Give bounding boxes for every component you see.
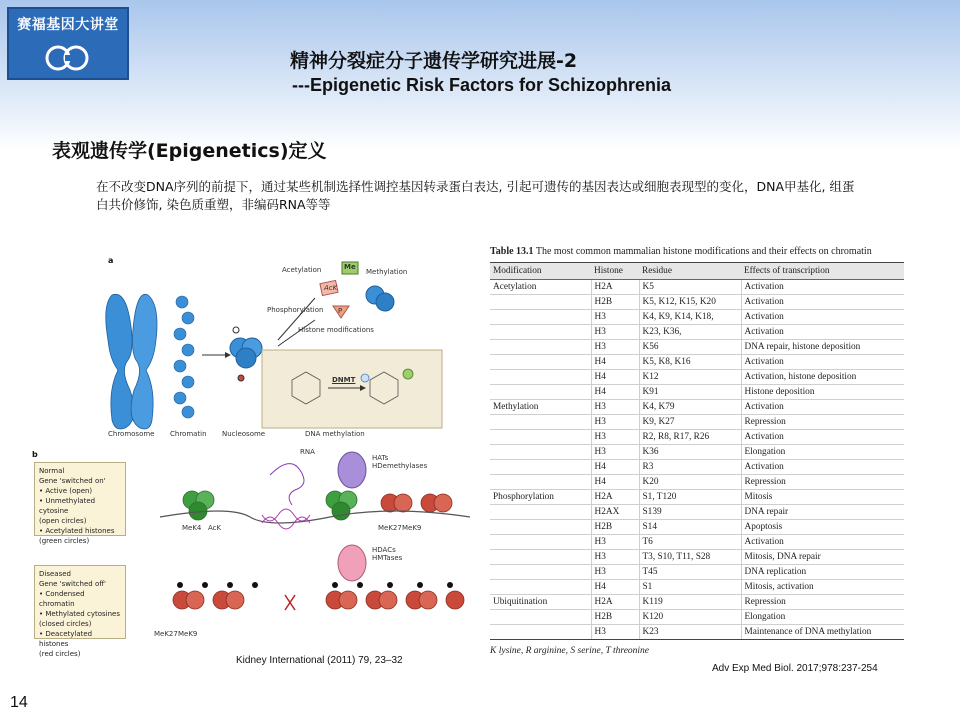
label-chromatin: Chromatin — [170, 430, 207, 438]
table-row — [490, 415, 904, 430]
table — [490, 262, 904, 640]
table-cell: Activation — [741, 280, 904, 295]
table-cell: K4, K9, K14, K18, — [639, 310, 741, 325]
table-row — [490, 310, 904, 325]
table-cell: Methylation — [490, 400, 591, 415]
table-cell — [490, 310, 591, 325]
table-cell: H4 — [591, 355, 639, 370]
table-cell: T3, S10, T11, S28 — [639, 550, 741, 565]
col-header: Modification — [490, 263, 591, 280]
table-cell: H2B — [591, 295, 639, 310]
table-cell — [490, 415, 591, 430]
table-cell: K119 — [639, 595, 741, 610]
table-cell: Apoptosis — [741, 520, 904, 535]
table-cell: K20 — [639, 475, 741, 490]
table-cell — [490, 580, 591, 595]
table-cell: H4 — [591, 460, 639, 475]
table-cell: K91 — [639, 385, 741, 400]
table-cell: Activation — [741, 430, 904, 445]
table-row — [490, 280, 904, 295]
normal-legend-line: • Unmethylated cytosine — [39, 497, 96, 515]
table-cell: S14 — [639, 520, 741, 535]
page-number: 14 — [10, 694, 28, 711]
table-cell: Activation — [741, 295, 904, 310]
table-cell: Acetylation — [490, 280, 591, 295]
table-cell — [490, 550, 591, 565]
table-cell: H3 — [591, 445, 639, 460]
table-cell: Elongation — [741, 445, 904, 460]
section-title: 表观遗传学(Epigenetics)定义 — [52, 140, 327, 162]
table-cell: Mitosis — [741, 490, 904, 505]
block-mark-icon — [285, 595, 295, 610]
table-cell: K12 — [639, 370, 741, 385]
histone-modification-table — [490, 246, 904, 656]
table-cell: H2AX — [591, 505, 639, 520]
table-cell: Phosphorylation — [490, 490, 591, 505]
table-caption-text: The most common mammalian histone modifications and their effects on chromatin — [535, 246, 872, 257]
cg-logo-mark — [43, 43, 95, 73]
hat-enzyme-shape — [338, 452, 366, 488]
table-cell: K23, K36, — [639, 325, 741, 340]
label-methylation: Methylation — [366, 268, 408, 276]
label-me: Me — [344, 263, 356, 271]
normal-histones — [183, 491, 357, 520]
label-histone-modifications: Histone modifications — [298, 326, 374, 334]
nucleosome-shape — [230, 327, 262, 381]
panel-b-label: b — [32, 450, 38, 459]
logo — [7, 7, 129, 80]
table-cell: K4, K79 — [639, 400, 741, 415]
table-cell: Mitosis, activation — [741, 580, 904, 595]
table-cell: Activation — [741, 355, 904, 370]
table-cell: K36 — [639, 445, 741, 460]
table-row — [490, 445, 904, 460]
diseased-legend-line: (red circles) — [39, 650, 81, 658]
table-footnote: K lysine, R arginine, S serine, T threonine — [490, 646, 650, 656]
table-cell: T6 — [639, 535, 741, 550]
table-row — [490, 340, 904, 355]
table-row — [490, 295, 904, 310]
table-cell: Activation, histone deposition — [741, 370, 904, 385]
definition-text: 在不改变DNA序列的前提下，通过某些机制选择性调控基因转录蛋白表达, 引起可遗传的基因表达或细胞表现型的变化，DNA甲基化, 组蛋白共价修饰, 染色质重塑，非编码RNA等等 — [96, 179, 855, 212]
rna-strand — [270, 464, 304, 505]
normal-legend-line: • Acetylated histones — [39, 527, 115, 535]
label-ack-b: AcK — [208, 524, 222, 532]
table-cell — [490, 610, 591, 625]
slide-title: 精神分裂症分子遗传学研究进展-2 — [290, 50, 578, 72]
label-mek9: MeK9 — [402, 524, 422, 532]
normal-legend-line: Gene 'switched on' — [39, 477, 106, 485]
table-cell: H3 — [591, 325, 639, 340]
table-cell — [490, 295, 591, 310]
table-cell — [490, 370, 591, 385]
table-label: Table 13.1 — [490, 246, 534, 257]
table-cell — [490, 385, 591, 400]
label-dnmt: DNMT — [332, 376, 356, 384]
table-cell: Activation — [741, 325, 904, 340]
table-cell: S1, T120 — [639, 490, 741, 505]
label-phosphorylation: Phosphorylation — [267, 306, 324, 314]
hdac-enzyme-shape — [338, 545, 366, 581]
normal-legend-line: Normal — [39, 467, 65, 475]
table-cell: H3 — [591, 400, 639, 415]
table-cell: Histone deposition — [741, 385, 904, 400]
diseased-legend-line: (closed circles) — [39, 620, 92, 628]
table-cell: H4 — [591, 580, 639, 595]
table-cell: R2, R8, R17, R26 — [639, 430, 741, 445]
table-cell: Activation — [741, 535, 904, 550]
table-cell: H2A — [591, 280, 639, 295]
table-cell: Repression — [741, 415, 904, 430]
normal-repressed-histones — [381, 494, 452, 512]
normal-legend-line: (open circles) — [39, 517, 87, 525]
table-cell: Maintenance of DNA methylation — [741, 625, 904, 640]
diseased-legend-line: • Deacetylated histones — [39, 630, 93, 648]
table-cell: H2B — [591, 520, 639, 535]
table-cell — [490, 520, 591, 535]
table-cell: H3 — [591, 415, 639, 430]
table-cell — [490, 535, 591, 550]
table-citation: Adv Exp Med Biol. 2017;978:237-254 — [712, 663, 878, 674]
table-cell — [490, 430, 591, 445]
table-cell: Activation — [741, 400, 904, 415]
diseased-histones — [173, 591, 464, 609]
label-p: P — [338, 307, 343, 315]
label-rna: RNA — [300, 448, 315, 456]
col-header: Residue — [639, 263, 741, 280]
diseased-legend-line: Diseased — [39, 570, 71, 578]
panel-a-illustration — [30, 250, 475, 445]
table-cell — [490, 325, 591, 340]
table-cell: H3 — [591, 625, 639, 640]
table-cell: H3 — [591, 340, 639, 355]
diseased-legend-line: • Condensed chromatin — [39, 590, 85, 608]
table-cell: DNA repair — [741, 505, 904, 520]
table-row — [490, 505, 904, 520]
table-cell — [490, 355, 591, 370]
diseased-legend-line: • Methylated cytosines — [39, 610, 120, 618]
panel-b-illustration — [30, 445, 475, 640]
label-mek27-d: MeK27 — [154, 630, 178, 638]
table-header-row — [490, 263, 904, 280]
label-hdemethylases: HDemethylases — [372, 462, 428, 470]
table-cell: H3 — [591, 430, 639, 445]
normal-legend-line: (green circles) — [39, 537, 90, 545]
table-cell: H3 — [591, 565, 639, 580]
label-dna-methylation: DNA methylation — [305, 430, 365, 438]
table-row — [490, 625, 904, 640]
table-cell — [490, 505, 591, 520]
table-cell — [490, 340, 591, 355]
slide-subtitle: ---Epigenetic Risk Factors for Schizophrenia — [292, 75, 672, 95]
table-row — [490, 550, 904, 565]
label-chromosome: Chromosome — [108, 430, 155, 438]
table-caption — [490, 246, 904, 257]
table-cell: Elongation — [741, 610, 904, 625]
table-row — [490, 565, 904, 580]
label-ack: AcK — [324, 284, 338, 292]
table-cell: H4 — [591, 370, 639, 385]
normal-legend-line: • Active (open) — [39, 487, 93, 495]
table-row — [490, 595, 904, 610]
table-cell: K5 — [639, 280, 741, 295]
table-cell: H3 — [591, 310, 639, 325]
figure-citation: Kidney International (2011) 79, 23–32 — [236, 655, 403, 666]
epigenetics-figure — [30, 250, 475, 658]
table-cell: Repression — [741, 475, 904, 490]
table-row — [490, 430, 904, 445]
table-cell: Repression — [741, 595, 904, 610]
col-header: Histone — [591, 263, 639, 280]
table-cell: Activation — [741, 310, 904, 325]
diseased-legend-line: Gene 'switched off' — [39, 580, 106, 588]
table-cell: H3 — [591, 550, 639, 565]
label-mek4: MeK4 — [182, 524, 202, 532]
logo-text: 赛福基因大讲堂 — [17, 17, 119, 33]
label-nucleosome: Nucleosome — [222, 430, 266, 438]
label-hmtases: HMTases — [372, 554, 403, 562]
dna-methylation-box — [262, 350, 442, 428]
table-body — [490, 280, 904, 640]
table-cell: S139 — [639, 505, 741, 520]
table-cell: Mitosis, DNA repair — [741, 550, 904, 565]
table-row — [490, 400, 904, 415]
table-row — [490, 385, 904, 400]
table-row — [490, 370, 904, 385]
chromatin-beads — [174, 296, 194, 418]
table-cell: DNA repair, histone deposition — [741, 340, 904, 355]
table-cell: Activation — [741, 460, 904, 475]
label-hdacs: HDACs — [372, 546, 396, 554]
table-row — [490, 580, 904, 595]
label-acetylation: Acetylation — [282, 266, 322, 274]
table-row — [490, 355, 904, 370]
table-row — [490, 535, 904, 550]
table-cell: K9, K27 — [639, 415, 741, 430]
table-cell — [490, 445, 591, 460]
table-cell: K120 — [639, 610, 741, 625]
label-mek9-d: MeK9 — [178, 630, 198, 638]
table-cell: H2A — [591, 595, 639, 610]
table-cell — [490, 475, 591, 490]
table-cell: H3 — [591, 535, 639, 550]
table-row — [490, 475, 904, 490]
panel-a-label: a — [108, 256, 114, 265]
table-cell: K23 — [639, 625, 741, 640]
dna-helix-normal — [262, 509, 310, 529]
methylated-cytosines — [177, 582, 453, 588]
chromosome-shape — [106, 294, 157, 429]
table-cell: H4 — [591, 385, 639, 400]
table-cell — [490, 565, 591, 580]
table-cell: R3 — [639, 460, 741, 475]
table-cell: S1 — [639, 580, 741, 595]
label-mek27: MeK27 — [378, 524, 402, 532]
table-row — [490, 520, 904, 535]
table-cell: H2A — [591, 490, 639, 505]
table-cell — [490, 460, 591, 475]
table-row — [490, 490, 904, 505]
table-cell: T45 — [639, 565, 741, 580]
table-cell: H2B — [591, 610, 639, 625]
col-header: Effects of transcription — [741, 263, 904, 280]
table-row — [490, 325, 904, 340]
table-cell: K5, K8, K16 — [639, 355, 741, 370]
table-row — [490, 610, 904, 625]
label-hats: HATs — [372, 454, 389, 462]
table-cell: Ubiquitination — [490, 595, 591, 610]
table-row — [490, 460, 904, 475]
table-cell: DNA replication — [741, 565, 904, 580]
table-cell: K56 — [639, 340, 741, 355]
table-cell: K5, K12, K15, K20 — [639, 295, 741, 310]
table-cell: H4 — [591, 475, 639, 490]
table-cell — [490, 625, 591, 640]
